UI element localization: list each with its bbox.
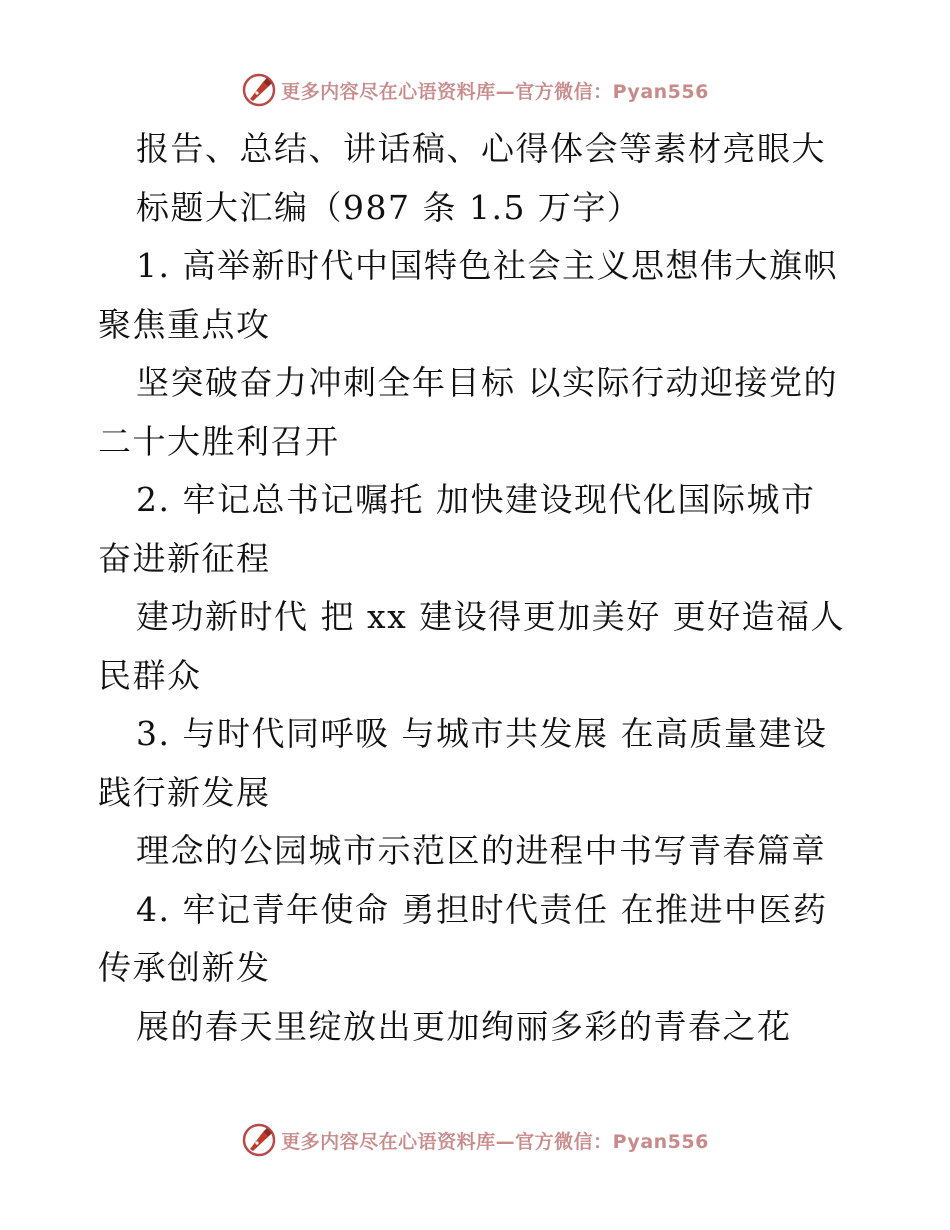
- footer-banner: [0, 1120, 950, 1160]
- text-line: 二十大胜利召开: [98, 421, 340, 461]
- pen-nib-logo-icon: [241, 72, 277, 108]
- header-banner: [0, 70, 950, 110]
- document-title-line-1: 报告、总结、讲话稿、心得体会等素材亮眼大: [136, 129, 826, 168]
- text-line: 坚突破奋力冲刺全年目标 以实际行动迎接党的: [136, 363, 838, 402]
- text-line: 践行新发展: [98, 772, 271, 812]
- text-line: 展的春天里绽放出更加绚丽多彩的青春之花: [136, 1006, 792, 1046]
- text-line: 3. 与时代同呼吸 与城市共发展 在高质量建设: [136, 714, 828, 753]
- document-body: [98, 120, 888, 1056]
- pen-nib-logo-icon: [241, 1122, 277, 1158]
- text-line: 奋进新征程: [98, 538, 271, 578]
- text-line: 传承创新发: [98, 948, 271, 987]
- banner-text: 更多内容尽在心语资料库—官方微信：Pyan556: [281, 80, 709, 103]
- text-line: 建功新时代 把 xx 建设得更加美好 更好造福人: [136, 597, 846, 636]
- text-line: 1. 高举新时代中国特色社会主义思想伟大旗帜: [136, 246, 838, 285]
- text-line: 理念的公园城市示范区的进程中书写青春篇章: [136, 831, 826, 870]
- text-line: 民群众: [98, 655, 202, 695]
- banner-text: 更多内容尽在心语资料库—官方微信：Pyan556: [281, 1130, 709, 1153]
- text-line: 2. 牢记总书记嘱托 加快建设现代化国际城市: [136, 480, 816, 519]
- document-title-line-2: 标题大汇编（987 条 1.5 万字）: [136, 187, 642, 227]
- text-line: 聚焦重点攻: [98, 304, 271, 344]
- text-line: 4. 牢记青年使命 勇担时代责任 在推进中医药: [136, 889, 828, 929]
